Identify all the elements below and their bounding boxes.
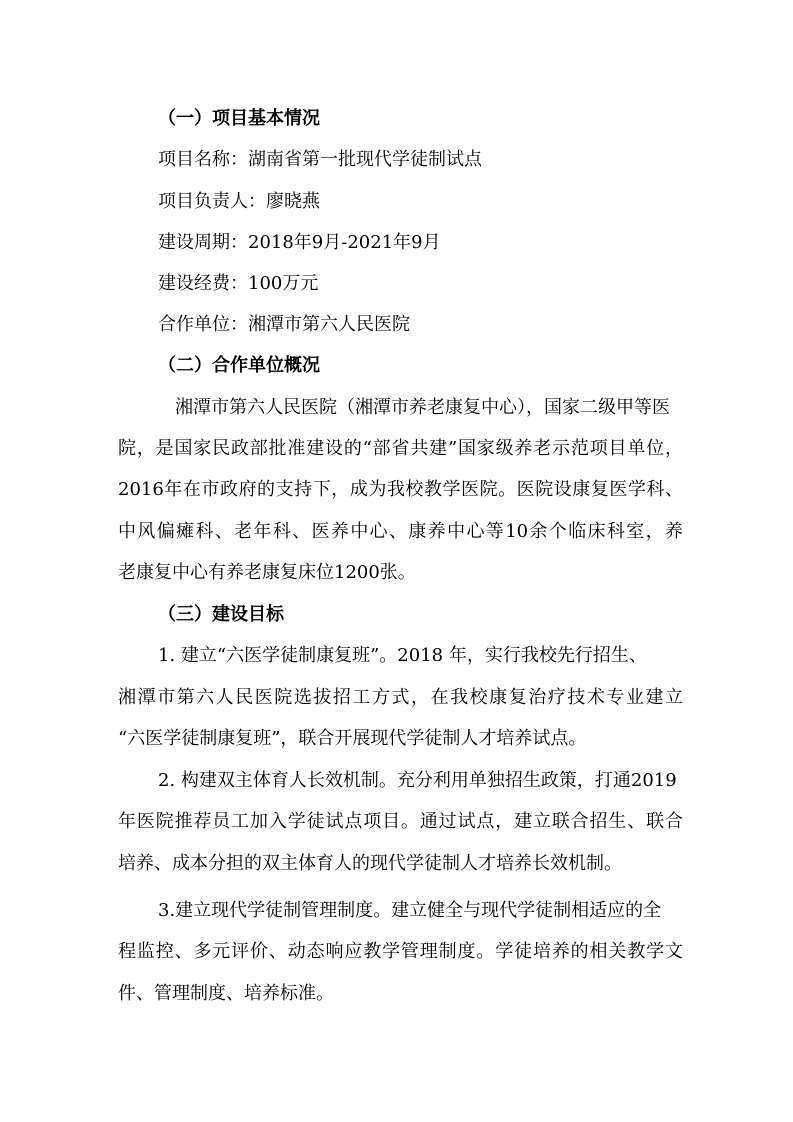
field-value: 廖晓燕 (266, 191, 320, 212)
field-project-name (158, 148, 482, 172)
goal-2-line: 2. 构建双主体育人长效机制。充分利用单独招生政策，打通2019 (158, 770, 677, 791)
field-value: 湘潭市第六人民医院 (248, 314, 410, 335)
field-label: 合作单位： (158, 314, 248, 335)
goal-3-line: 3.建立现代学徒制管理制度。建立健全与现代学徒制相适应的全 (158, 900, 662, 921)
section-2-heading: （二）合作单位概况 (158, 355, 320, 376)
field-value: 湖南省第一批现代学徒制试点 (248, 149, 482, 170)
field-label: 建设周期： (158, 232, 248, 253)
field-label: 项目负责人： (158, 191, 266, 212)
goal-1-line: 湘潭市第六人民医院选拔招工方式，在我校康复治疗技术专业建立 (118, 687, 683, 708)
paragraph-line: 中风偏瘫科、老年科、医养中心、康养中心等10余个临床科室，养 (118, 521, 683, 542)
paragraph-line: 老康复中心有养老康复床位1200张。 (118, 562, 416, 583)
goal-2-line: 培养、成本分担的双主体育人的现代学徒制人才培养长效机制。 (118, 853, 622, 874)
section-3-heading: （三）建设目标 (158, 604, 284, 625)
field-project-lead (158, 190, 320, 214)
field-value: 2018年9月-2021年9月 (248, 232, 441, 253)
goal-3-line: 程监控、多元评价、动态响应教学管理制度。学徒培养的相关教学文 (118, 941, 683, 962)
paragraph-line: 院，是国家民政部批准建设的“部省共建”国家级养老示范项目单位， (118, 438, 683, 459)
field-label: 建设经费： (158, 273, 248, 294)
goal-3-line: 件、管理制度、培养标准。 (118, 983, 334, 1004)
field-period (158, 231, 441, 255)
field-budget (158, 272, 318, 296)
field-partner (158, 313, 410, 337)
paragraph-line: 2016年在市政府的支持下，成为我校教学医院。医院设康复医学科、 (118, 479, 683, 500)
paragraph-line: 湘潭市第六人民医院（湘潭市养老康复中心），国家二级甲等医 (175, 397, 670, 418)
field-label: 项目名称： (158, 149, 248, 170)
goal-1-line: 1. 建立“六医学徒制康复班”。2018 年，实行我校先行招生、 (158, 645, 647, 666)
goal-2-line: 年医院推荐员工加入学徒试点项目。通过试点，建立联合招生、联合 (118, 811, 683, 832)
section-1-heading: （一）项目基本情况 (158, 108, 320, 129)
goal-1-line: “六医学徒制康复班”，联合开展现代学徒制人才培养试点。 (118, 728, 587, 749)
field-value: 100万元 (248, 273, 319, 294)
